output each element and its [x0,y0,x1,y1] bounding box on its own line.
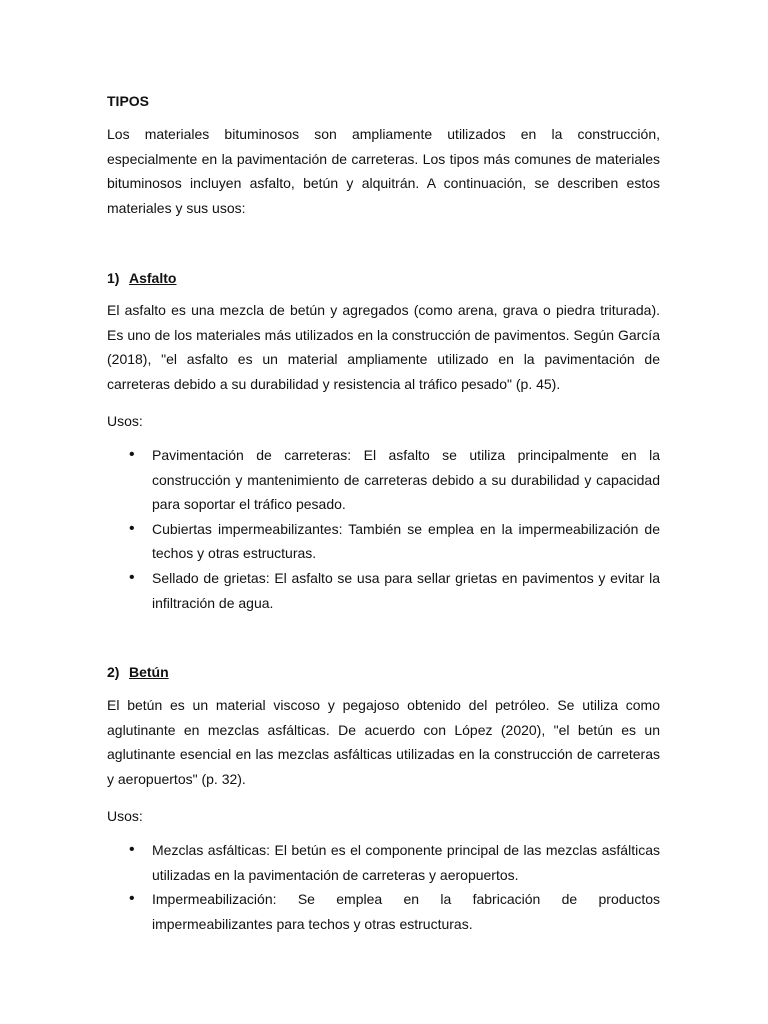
bullet-icon: • [129,446,135,463]
list-item-text: Cubiertas impermeabilizantes: También se emplea en la impermeabilización de techos y otras estructuras. [152,520,660,562]
section-name: Asfalto [129,270,177,286]
section-heading-asfalto [107,268,176,288]
list-item-text: Sellado de grietas: El asfalto se usa para sellar grietas en pavimentos y evitar la infiltración de agua. [152,569,660,611]
uses-list-asfalto [0,443,768,615]
intro-paragraph: Los materiales bituminosos son ampliamente utilizados en la construcción, especialmente en la pavimentación de carreteras. Los tipos más comunes de materiales bituminosos incluyen asfalto, betún y alquitrán. A continuación, se describen estos materiales y sus usos: [107,126,660,216]
section-number: 1) [107,270,120,286]
list-item-text: Impermeabilización: Se emplea en la fabricación de productos impermeabilizantes para techos y otras estructuras. [152,891,660,932]
section-heading-betun [107,662,169,682]
list-item [0,887,660,936]
bullet-icon: • [129,568,135,586]
usos-label: Usos: [107,808,143,824]
uses-list-betun [0,838,768,936]
list-item [0,443,660,517]
list-item-text: Mezclas asfálticas: El betún es el componente principal de las mezclas asfálticas utilizadas en la pavimentación de carreteras y aeropuertos. [152,842,660,883]
section-paragraph-asfalto: El asfalto es una mezcla de betún y agregados (como arena, grava o piedra triturada). Es uno de los materiales más utilizados en la construcción de pavimentos. Según García (2018), "el asfalto es un material ampliamente utilizado en la pavimentación de carreteras debido a su durabilidad y resistencia al tráfico pesado" (p. 45). [107,302,660,392]
section-number: 2) [107,664,120,680]
list-item-text: Pavimentación de carreteras: El asfalto se utiliza principalmente en la construcción y mantenimiento de carreteras debido a su durabilidad y capacidad para soportar el tráfico pesado. [152,447,660,513]
list-item [0,566,660,615]
section-paragraph-betun: El betún es un material viscoso y pegajoso obtenido del petróleo. Se utiliza como aglutinante en mezclas asfálticas. De acuerdo con López (2020), "el betún es un aglutinante esencial en las mezclas asfálticas utilizadas en la construcción de carreteras y aeropuertos" (p. 32). [107,697,660,787]
usos-label: Usos: [107,413,143,429]
bullet-icon: • [129,519,135,537]
page-title: TIPOS [107,93,150,109]
section-name: Betún [129,664,169,680]
bullet-icon: • [129,841,135,858]
bullet-icon: • [129,890,135,908]
list-item [0,838,660,887]
list-item [0,517,660,566]
